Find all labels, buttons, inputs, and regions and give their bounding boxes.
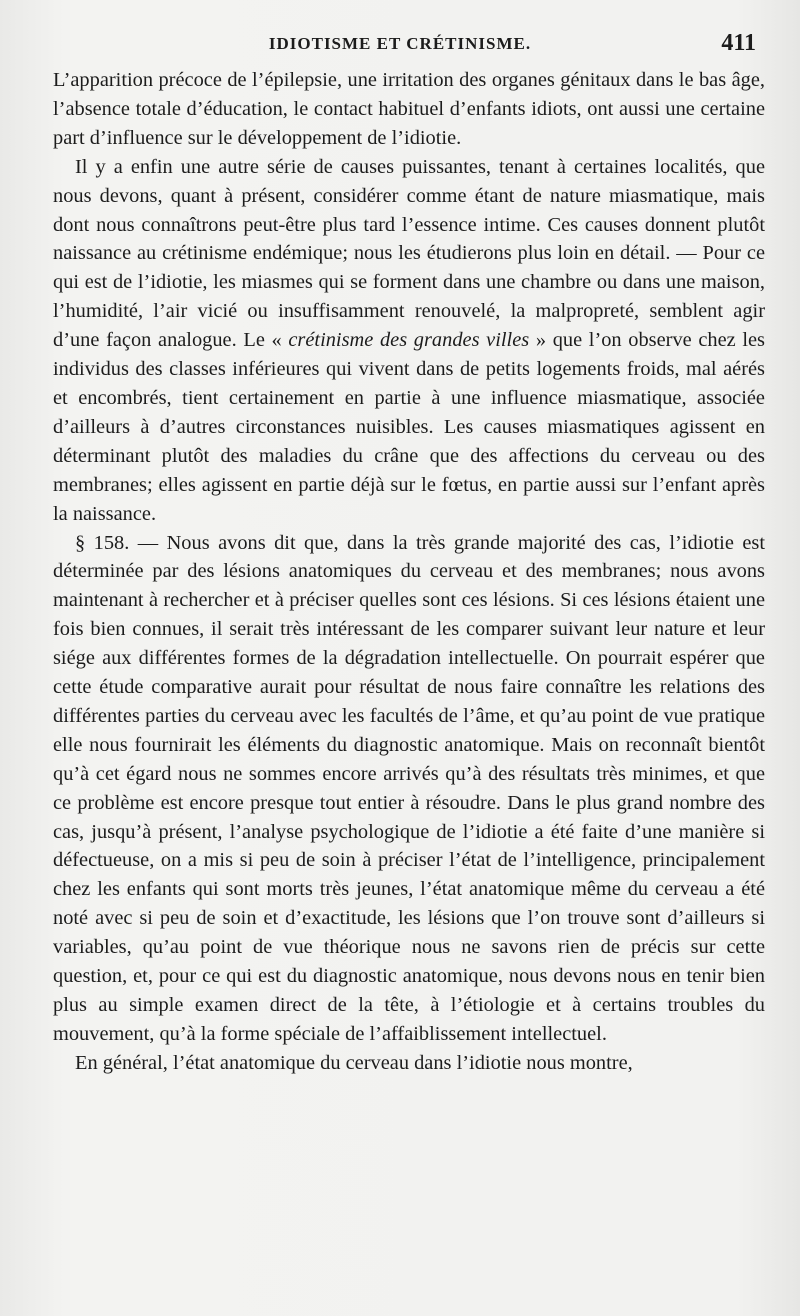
running-head [0, 30, 800, 60]
running-title: IDIOTISME ET CRÉTINISME. [268, 34, 532, 53]
page-number: 411 [721, 30, 756, 56]
paragraph-miasmatic-causes-part2: » que l’on observe chez les individus des classes inférieures qui vivent dans de petits logements froids, mal aérés et encombrés, tient certainement en partie à une influence miasmatique, associée d’ailleurs à d’autres circonstances nuisibles. Les causes miasmatiques agissent en déterminant plutôt des maladies du crâne que des affections du cerveau ou des membranes; elles agissent en partie déjà sur le fœtus, en partie aussi sur l’enfant après la naissance. [53, 329, 765, 525]
paragraph-miasmatic-causes-part1: Il y a enfin une autre série de causes puissantes, tenant à certaines localités, que nous devons, quant à présent, considérer comme étant de nature miasmatique, mais dont nous connaîtrons peut-être plus tard l’essence intime. Ces causes donnent plutôt naissance au crétinisme endémique; nous les étudierons plus loin en détail. — Pour ce qui est de l’idiotie, les miasmes qui se forment dans une chambre ou dans une maison, l’humidité, l’air vicié ou insuffisamment renouvelé, la malpropreté, semblent agir d’une façon analogue. Le « [53, 155, 765, 352]
paragraph-anatomical-state: En général, l’état anatomique du cerveau dans l’idiotie nous montre, [75, 1051, 633, 1074]
paragraph-miasmatic-causes [53, 153, 765, 529]
paragraph-section-158: § 158. — Nous avons dit que, dans la très grande majorité des cas, l’idiotie est déterminée par des lésions anatomiques du cerveau et des membranes; nous avons maintenant à rechercher et à préciser quelles sont ces lésions. Si ces lésions étaient une fois bien connues, il serait très intéressant de les comparer suivant leur nature et leur siége aux différentes formes de la dégradation intellectuelle. On pourrait espérer que cette étude comparative aurait pour résultat de nous faire connaître les relations des différentes parties du cerveau avec les facultés de l’âme, et qu’au point de vue pratique elle nous fournirait les éléments du diagnostic anatomique. Mais on reconnaît bientôt qu’à cet égard nous ne sommes encore arrivés qu’à des résultats très minimes, et que ce problème est encore presque tout entier à résoudre. Dans le plus grand nombre des cas, jusqu’à présent, l’analyse psychologique de l’idiotie a été faite d’une manière si défectueuse, on a mis si peu de soin à préciser l’état de l’intelligence, principalement chez les enfants qui sont morts très jeunes, l’état anatomique même du cerveau a été noté avec si peu de soin et d’exactitude, les lésions que l’on trouve sont d’ailleurs si variables, qu’au point de vue théorique nous ne savons rien de précis sur cette question, et, pour ce qui est du diagnostic anatomique, nous devons nous en tenir bien plus au simple examen direct de la tête, à l’étiologie et à certains troubles du mouvement, qu’à la forme spéciale de l’affaiblissement intellectuel. [53, 531, 765, 1045]
body-text [53, 66, 765, 1078]
paragraph-epilepsy: L’apparition précoce de l’épilepsie, une irritation des organes génitaux dans le bas âge, l’absence totale d’éducation, le contact habituel d’enfants idiots, ont aussi une certaine part d’influence sur le développement de l’idiotie. [53, 69, 765, 149]
term-cretinisme-grandes-villes: crétinisme des grandes villes [288, 329, 530, 352]
